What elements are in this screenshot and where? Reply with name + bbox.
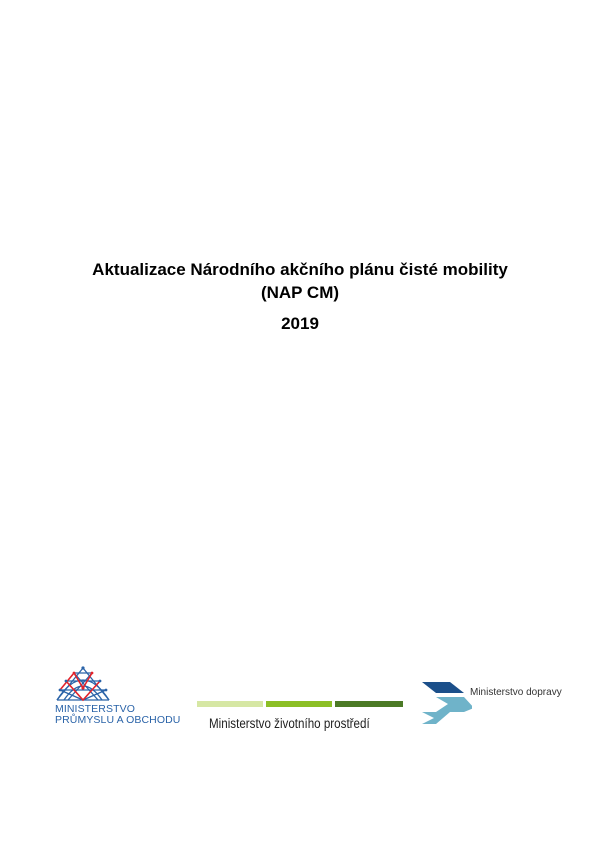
md-chevron-icon [420,682,472,724]
logo-mpo [52,666,192,736]
document-title-abbreviation: (NAP CM) [260,283,340,302]
document-title: Aktualizace Národního akčního plánu čisté mobility [92,260,508,279]
mzp-color-bars [197,701,403,707]
mpo-logo-text [55,704,181,726]
document-year: 2019 [281,314,319,333]
document-title-block [0,258,600,335]
logo-md [420,682,590,724]
mpo-logo-line2: PRŮMYSLU A OBCHODU [55,714,181,726]
mzp-logo-text: Ministerstvo životního prostředí [209,716,370,731]
mpo-globe-icon [54,666,112,702]
md-logo-text: Ministerstvo dopravy [470,687,562,698]
logo-mzp [197,701,403,737]
mpo-logo-line1: MINISTERSTVO [55,703,135,715]
